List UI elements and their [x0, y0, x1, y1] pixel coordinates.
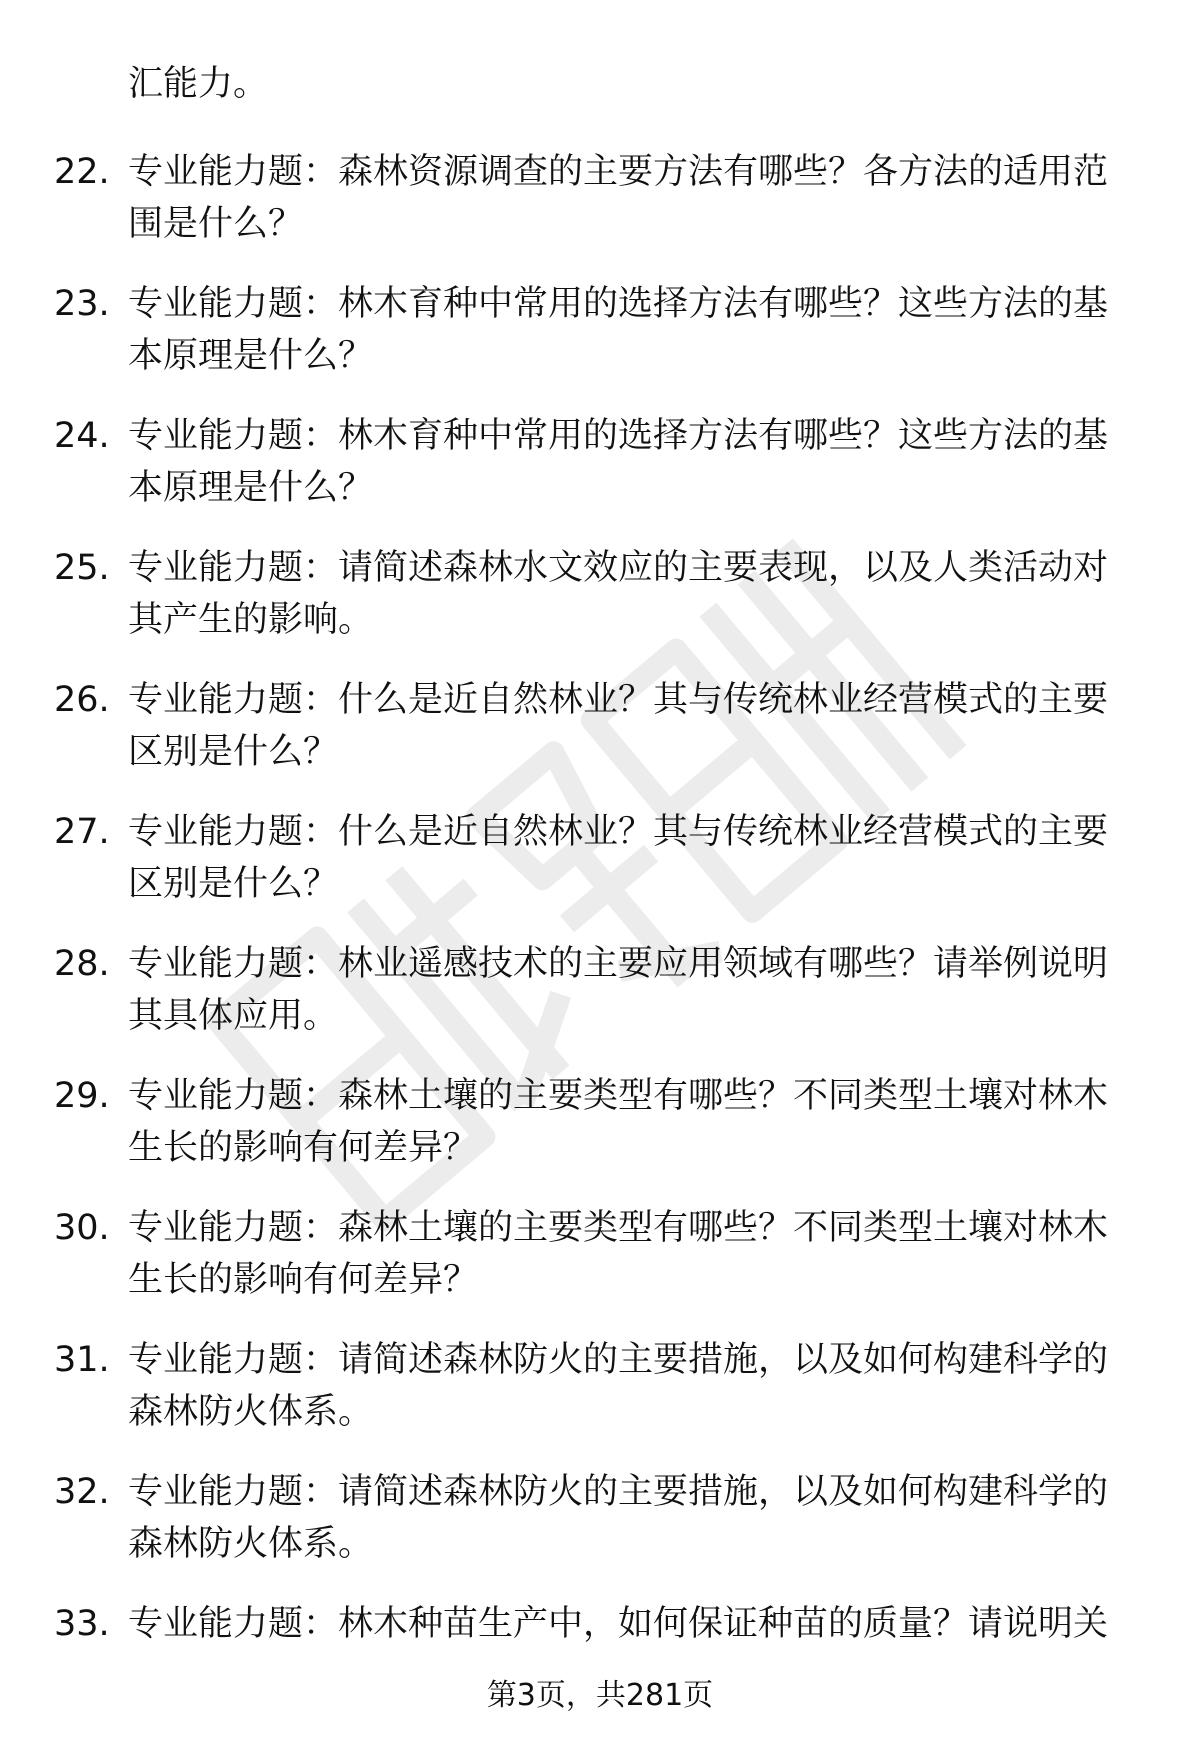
- question-number: 33.: [54, 1604, 110, 1644]
- question-number: 29.: [54, 1076, 110, 1116]
- question-number: 32.: [54, 1472, 110, 1512]
- question-text: 专业能力题：请简述森林防火的主要措施，以及如何构建科学的森林防火体系。: [128, 1340, 1109, 1432]
- continuation-text: 汇能力。: [128, 64, 269, 104]
- question-text: 专业能力题：请简述森林水文效应的主要表现，以及人类活动对其产生的影响。: [128, 548, 1109, 640]
- question-text: 专业能力题：林木育种中常用的选择方法有哪些？这些方法的基本原理是什么？: [128, 284, 1109, 376]
- question-text: 专业能力题：什么是近自然林业？其与传统林业经营模式的主要区别是什么？: [128, 812, 1109, 904]
- question-item: [54, 1466, 1144, 1598]
- question-number: 28.: [54, 944, 110, 984]
- question-item: [54, 146, 1144, 278]
- question-number: 26.: [54, 680, 110, 720]
- question-text: 专业能力题：林业遥感技术的主要应用领域有哪些？请举例说明其具体应用。: [128, 944, 1109, 1036]
- question-item: [54, 410, 1144, 542]
- question-number: 27.: [54, 812, 110, 852]
- question-number: 31.: [54, 1340, 110, 1380]
- question-item: [54, 1070, 1144, 1202]
- question-text: 专业能力题：森林土壤的主要类型有哪些？不同类型土壤对林木生长的影响有何差异？: [128, 1076, 1109, 1168]
- question-item: [54, 938, 1144, 1070]
- question-number: 30.: [54, 1208, 110, 1248]
- question-number: 25.: [54, 548, 110, 588]
- question-text: 专业能力题：森林土壤的主要类型有哪些？不同类型土壤对林木生长的影响有何差异？: [128, 1208, 1109, 1300]
- question-item: [54, 806, 1144, 938]
- question-text: 专业能力题：什么是近自然林业？其与传统林业经营模式的主要区别是什么？: [128, 680, 1109, 772]
- question-number: 24.: [54, 416, 110, 456]
- question-item: [54, 674, 1144, 806]
- question-list: [54, 146, 1144, 1730]
- question-number: 22.: [54, 152, 110, 192]
- question-item: [54, 1202, 1144, 1334]
- question-text: 专业能力题：森林资源调查的主要方法有哪些？各方法的适用范围是什么？: [128, 152, 1109, 244]
- question-item: [54, 1334, 1144, 1466]
- question-number: 23.: [54, 284, 110, 324]
- question-item: [54, 278, 1144, 410]
- question-item: [54, 542, 1144, 674]
- question-text: 专业能力题：请简述森林防火的主要措施，以及如何构建科学的森林防火体系。: [128, 1472, 1109, 1564]
- question-text: 专业能力题：林木种苗生产中，如何保证种苗的质量？请说明关: [128, 1604, 1109, 1644]
- page-number-footer: 第3页，共281页: [486, 1678, 714, 1713]
- question-text: 专业能力题：林木育种中常用的选择方法有哪些？这些方法的基本原理是什么？: [128, 416, 1109, 508]
